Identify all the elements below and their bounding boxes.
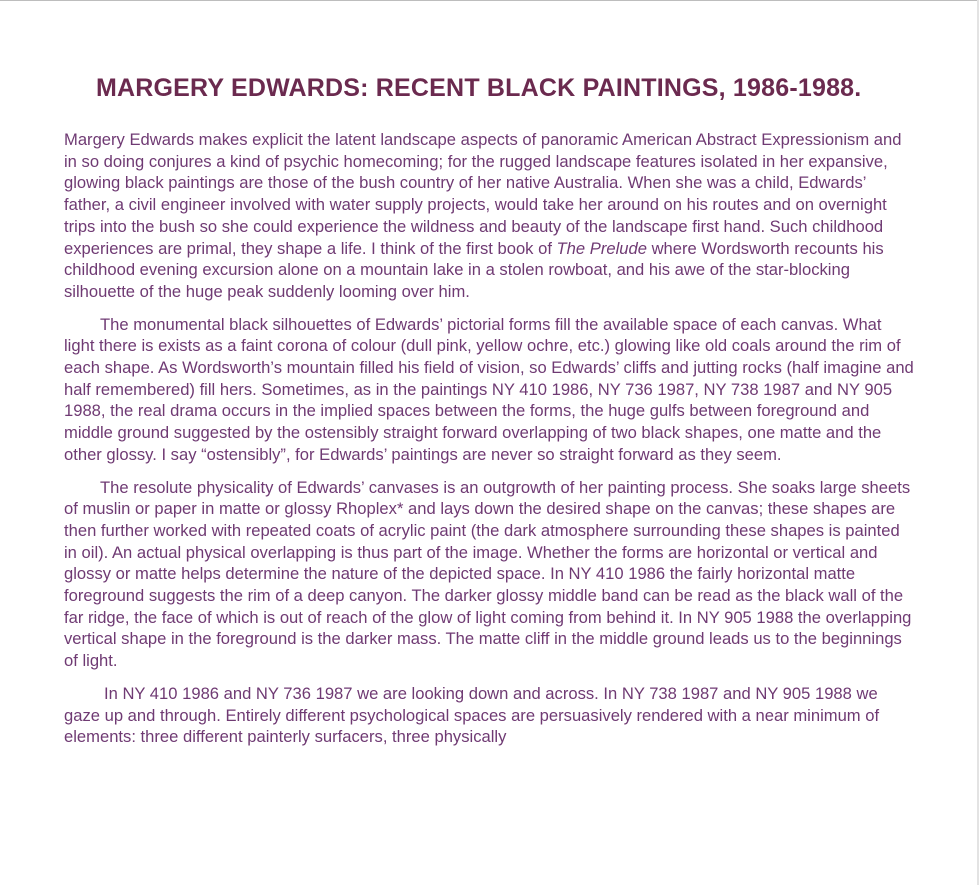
page-top-border — [0, 0, 979, 1]
document-page — [64, 70, 914, 759]
book-title-the-prelude: The Prelude — [556, 238, 647, 258]
paragraph-1 — [64, 129, 914, 303]
paragraph-3: The resolute physicality of Edwards’ canvases is an outgrowth of her painting process. She soaks large sheets of muslin or paper in matte or glossy Rhoplex* and lays down the desired shape on the canvas; these shapes are then further worked with repeated coats of acrylic paint (the dark atmosphere surrounding these shapes is painted in oil). An actual physical overlapping is thus part of the image. Whether the forms are horizontal or vertical and glossy or matte helps determine the nature of the depicted space. In NY 410 1986 the fairly horizontal matte foreground suggests the rim of a deep canyon. The darker glossy middle band can be read as the black wall of the far ridge, the face of which is out of reach of the glow of light coming from behind it. In NY 905 1988 the overlapping vertical shape in the foreground is the darker mass. The matte cliff in the middle ground leads us to the beginnings of light. — [64, 477, 912, 671]
paragraph-1-text-start: Margery Edwards makes explicit the latent landscape aspects of panoramic American Abstract Expressionism and in so doing conjures a kind of psychic homecoming; for the rugged landscape features isolated in her expansive, glowing black paintings are those of the bush country of her native Australia. When she was a child, Edwards’ father, a civil engineer involved with water supply projects, would take her around on his routes and on overnight trips into the bush so she could experience the wildness and beauty of the landscape first hand. Such childhood experiences are primal, they shape a life. I think of the first book of — [64, 130, 902, 258]
paragraph-2: The monumental black silhouettes of Edwards’ pictorial forms fill the available space of each canvas. What light there is exists as a faint corona of colour (dull pink, yellow ochre, etc.) glowing like old coals around the rim of each shape. As Wordsworth’s mountain filled his field of vision, so Edwards’ cliffs and jutting rocks (half imagine and half remembered) fill hers. Sometimes, as in the paintings NY 410 1986, NY 736 1987, NY 738 1987 and NY 905 1988, the real drama occurs in the implied spaces between the forms, the huge gulfs between foreground and middle ground suggested by the ostensibly straight forward overlapping of two black shapes, one matte and the other glossy. I say “ostensibly”, for Edwards’ paintings are never so straight forward as they seem. — [64, 314, 914, 464]
paragraph-4: In NY 410 1986 and NY 736 1987 we are looking down and across. In NY 738 1987 and NY 905 1988 we gaze up and through. Entirely different psychological spaces are persuasively rendered with a near minimum of elements: three different painterly surfacers, three physically — [64, 683, 880, 747]
paragraph-1-text-end: where Wordsworth recounts his childhood evening excursion alone on a mountain lake in a stolen rowboat, and his awe of the star-blocking silhouette of the huge peak suddenly looming over him. — [64, 238, 884, 301]
document-title: MARGERY EDWARDS: RECENT BLACK PAINTINGS, 1986-1988. — [96, 74, 862, 102]
document-body — [64, 129, 914, 748]
